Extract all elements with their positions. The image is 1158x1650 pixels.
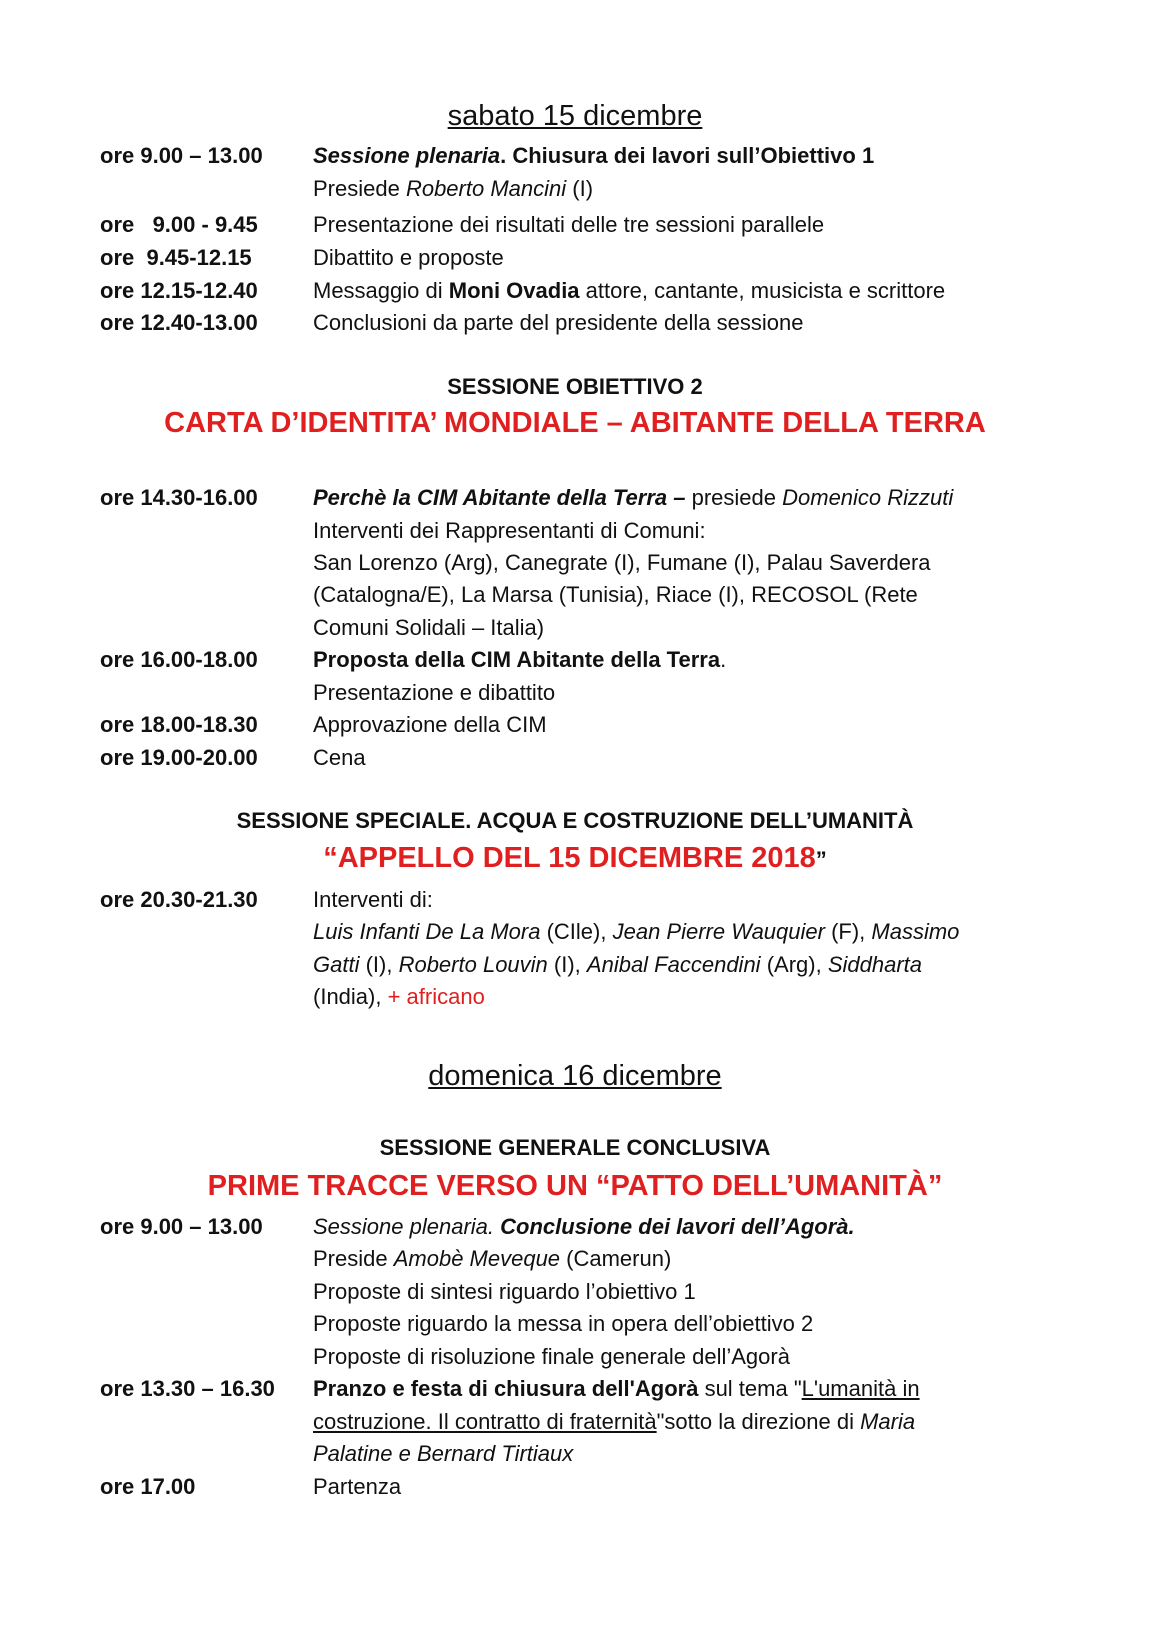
schedule-text: Messaggio di Moni Ovadia attore, cantante, musicista e scrittore (313, 278, 946, 303)
time-label: ore 18.00-18.30 (100, 712, 258, 737)
continuation-line: Proposte riguardo la messa in opera dell’obiettivo 2 (313, 1311, 814, 1336)
session-subtitle: SESSIONE SPECIALE. ACQUA E COSTRUZIONE DELL’UMANITÀ (236, 808, 914, 833)
session-title: Sessione plenaria. Chiusura dei lavori sull’Obiettivo 1 (313, 143, 875, 168)
session-title: “APPELLO DEL 15 DICEMBRE 2018” (323, 842, 827, 874)
continuation-line: (Catalogna/E), La Marsa (Tunisia), Riace (I), RECOSOL (Rete (313, 582, 918, 607)
time-label: ore 14.30-16.00 (100, 485, 258, 510)
continuation-line: Interventi dei Rappresentanti di Comuni: (313, 518, 706, 543)
speakers-line: Gatti (I), Roberto Louvin (I), Anibal Faccendini (Arg), Siddharta (313, 952, 922, 977)
continuation-line: Presentazione e dibattito (313, 680, 556, 705)
chair-line: Presiede Roberto Mancini (I) (313, 176, 594, 201)
schedule-text: Proposta della CIM Abitante della Terra. (313, 647, 727, 672)
continuation-line: Proposte di risoluzione finale generale dell’Agorà (313, 1344, 790, 1369)
session-title: PRIME TRACCE VERSO UN “PATTO DELL’UMANITÀ” (207, 1170, 943, 1202)
schedule-text: Approvazione della CIM (313, 712, 547, 737)
schedule-text: Presentazione dei risultati delle tre sessioni parallele (313, 212, 825, 237)
schedule-text: Dibattito e proposte (313, 245, 504, 270)
speakers-line: Luis Infanti De La Mora (CIle), Jean Pierre Wauquier (F), Massimo (313, 919, 960, 944)
continuation-line: Comuni Solidali – Italia) (313, 615, 545, 640)
time-label: ore 19.00-20.00 (100, 745, 258, 770)
schedule-text: Conclusioni da parte del presidente della sessione (313, 310, 804, 335)
speakers-line: (India), + africano (313, 984, 485, 1009)
schedule-text: Interventi di: (313, 887, 433, 912)
session-subtitle: SESSIONE OBIETTIVO 2 (447, 374, 703, 399)
time-label: ore 13.30 – 16.30 (100, 1376, 275, 1401)
day-heading-saturday: sabato 15 dicembre (447, 100, 703, 132)
continuation-line: costruzione. Il contratto di fraternità"sotto la direzione di Maria (313, 1409, 916, 1434)
time-label: ore 17.00 (100, 1474, 196, 1499)
time-label: ore 9.00 - 9.45 (100, 212, 258, 237)
time-label: ore 9.00 – 13.00 (100, 143, 263, 168)
schedule-text: Perchè la CIM Abitante della Terra – presiede Domenico Rizzuti (313, 485, 954, 510)
schedule-text: Cena (313, 745, 366, 770)
chair-line: Preside Amobè Meveque (Camerun) (313, 1246, 672, 1271)
schedule-text: Partenza (313, 1474, 402, 1499)
day-heading-sunday: domenica 16 dicembre (428, 1060, 722, 1092)
continuation-line: Palatine e Bernard Tirtiaux (313, 1441, 574, 1466)
time-label: ore 12.15-12.40 (100, 278, 258, 303)
time-label: ore 12.40-13.00 (100, 310, 258, 335)
schedule-text: Sessione plenaria. Conclusione dei lavori dell’Agorà. (313, 1214, 855, 1239)
continuation-line: San Lorenzo (Arg), Canegrate (I), Fumane (I), Palau Saverdera (313, 550, 931, 575)
time-label: ore 20.30-21.30 (100, 887, 258, 912)
time-label: ore 9.45-12.15 (100, 245, 252, 270)
continuation-line: Proposte di sintesi riguardo l’obiettivo 1 (313, 1279, 696, 1304)
time-label: ore 9.00 – 13.00 (100, 1214, 263, 1239)
time-label: ore 16.00-18.00 (100, 647, 258, 672)
session-subtitle: SESSIONE GENERALE CONCLUSIVA (379, 1135, 771, 1160)
session-title: CARTA D’IDENTITA’ MONDIALE – ABITANTE DELLA TERRA (164, 407, 986, 439)
schedule-text: Pranzo e festa di chiusura dell'Agorà sul tema "L'umanità in (313, 1376, 920, 1401)
